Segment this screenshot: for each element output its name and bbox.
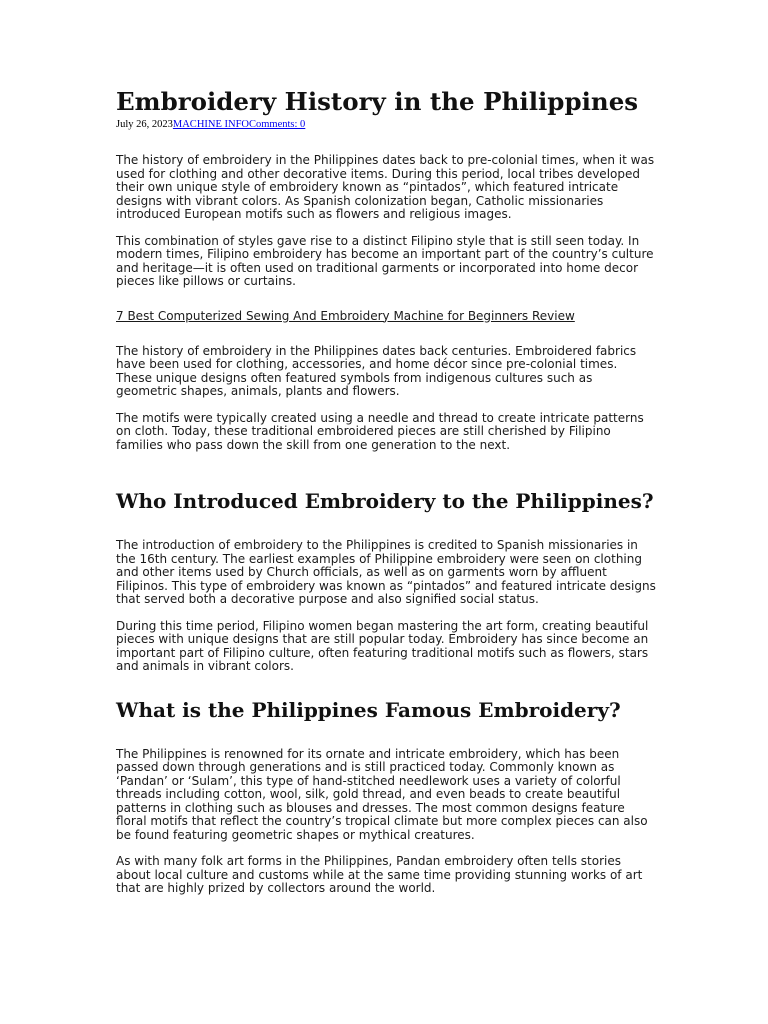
comments-link[interactable]: Comments: 0 [249, 119, 306, 130]
article [116, 86, 656, 896]
intro-paragraph-1: The history of embroidery in the Philippines dates back to pre-colonial times, when it was used for clothing and other decorative items. During this period, local tribes developed their own unique style of embroidery known as “pintados”, which featured intricate designs with vibrant colors. As Spanish colonization began, Catholic missionaries introduced European motifs such as flowers and religious images. [116, 153, 655, 221]
article-title: Embroidery History in the Philippines [116, 87, 639, 116]
intro-paragraph-2: This combination of styles gave rise to a distinct Filipino style that is still seen today. In modern times, Filipino embroidery has become an important part of the country’s culture and heritage—it is often used on traditional garments or incorporated into home decor pieces like pillows or curtains. [116, 233, 654, 288]
related-article-link[interactable]: 7 Best Computerized Sewing And Embroidery Machine for Beginners Review [116, 308, 575, 323]
post-date: July 26, 2023 [116, 119, 173, 130]
history-paragraph-1: The history of embroidery in the Philippines dates back centuries. Embroidered fabrics have been used for clothing, accessories, and home décor since pre-colonial times. These unique designs often featured symbols from indigenous cultures such as geometric shapes, animals, plants and flowers. [116, 343, 637, 398]
section-heading-famous-embroidery: What is the Philippines Famous Embroidery? [116, 697, 621, 722]
history-paragraph-2: The motifs were typically created using a needle and thread to create intricate patterns on cloth. Today, these traditional embroidered pieces are still cherished by Filipino families who pass down the skill from one generation to the next. [116, 410, 644, 452]
category-link[interactable]: MACHINE INFO [172, 119, 250, 130]
section1-paragraph-2: During this time period, Filipino women began mastering the art form, creating beautiful pieces with unique designs that are still popular today. Embroidery has since become an important part of Filipino culture, often featuring traditional motifs such as flowers, stars and animals in vibrant colors. [116, 618, 649, 673]
section2-paragraph-1: The Philippines is renowned for its ornate and intricate embroidery, which has been passed down through generations and is still practiced today. Commonly known as ‘Pandan’ or ‘Sulam’, this type of hand-stitched needlework uses a variety of colorful threads including cotton, wool, silk, gold thread, and even beads to create beautiful patterns in clothing such as blouses and dresses. The most common designs feature floral motifs that reflect the country’s tropical climate but more complex pieces can also be found featuring geometric shapes or mythical creatures. [116, 746, 648, 842]
article-meta [116, 118, 656, 131]
section-heading-who-introduced: Who Introduced Embroidery to the Philippines? [116, 489, 654, 513]
section2-paragraph-2: As with many folk art forms in the Philippines, Pandan embroidery often tells stories about local culture and customs while at the same time providing stunning works of art that are highly prized by collectors around the world. [116, 854, 643, 895]
section1-paragraph-1: The introduction of embroidery to the Philippines is credited to Spanish missionaries in the 16th century. The earliest examples of Philippine embroidery were seen on clothing and other items used by Church officials, as well as on garments worn by affluent Filipinos. This type of embroidery was known as “pintados” and featured intricate designs that served both a decorative purpose and also signified social status. [116, 538, 656, 606]
